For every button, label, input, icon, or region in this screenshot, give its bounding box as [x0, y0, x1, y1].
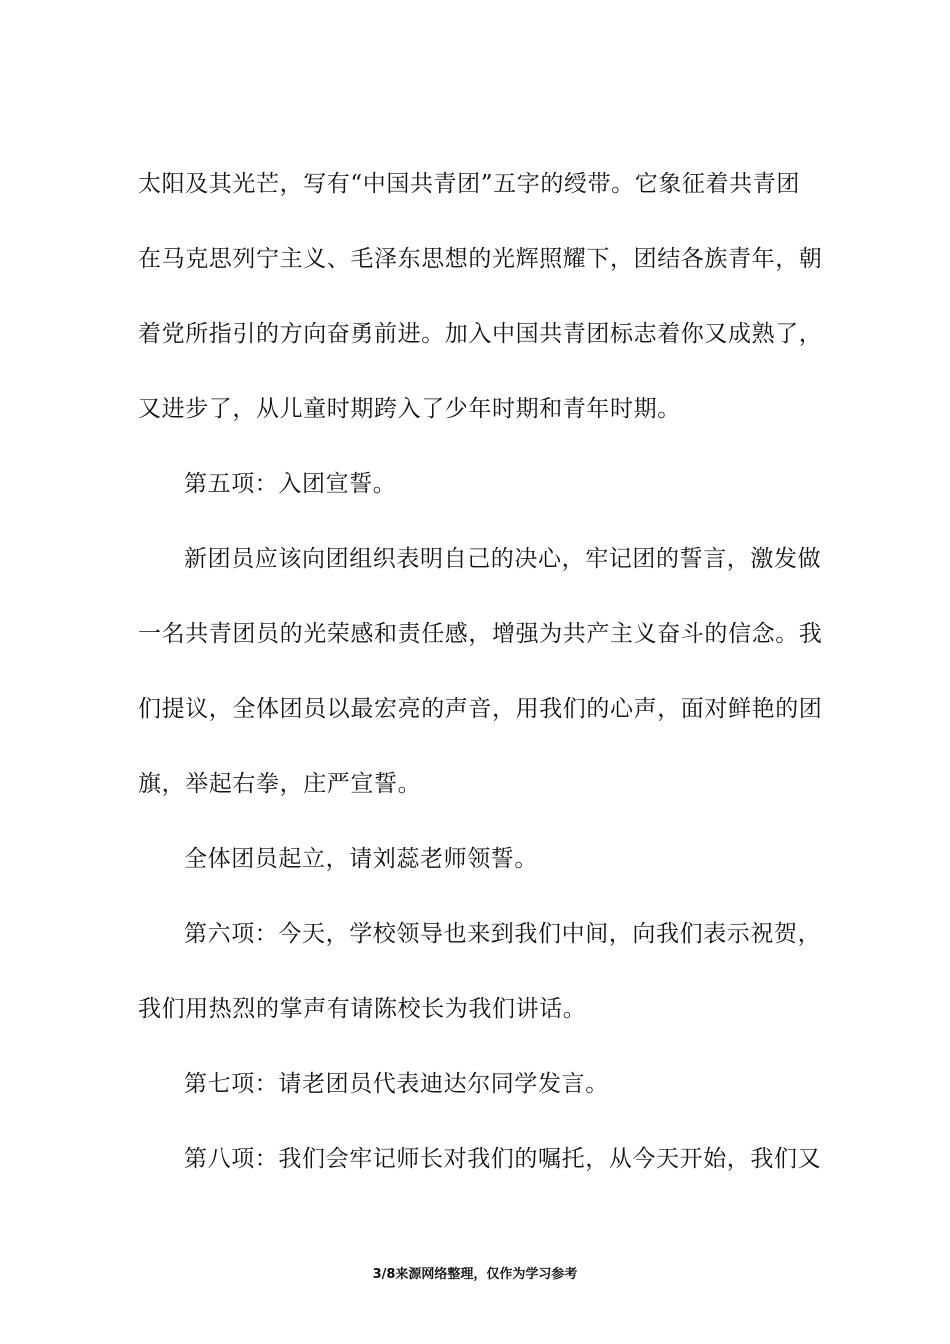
paragraph-line-2: 在马克思列宁主义、毛泽东思想的光辉照耀下，团结各族青年，朝 [138, 246, 823, 272]
paragraph-line-10: 全体团员起立，请刘蕊老师领誓。 [184, 846, 538, 872]
page-footer: 3/8来源网络整理，仅作为学习参考 [372, 1267, 578, 1282]
paragraph-line-14: 第八项：我们会牢记师长对我们的嘱托，从今天开始，我们又 [184, 1146, 822, 1172]
paragraph-line-5: 第五项：入团宣誓。 [184, 471, 397, 497]
paragraph-line-1: 太阳及其光芒，写有“中国共青团”五字的绶带。它象征着共青团 [138, 171, 800, 197]
paragraph-line-7: 一名共青团员的光荣感和责任感，增强为共产主义奋斗的信念。我 [138, 621, 823, 647]
paragraph-line-8: 们提议，全体团员以最宏亮的声音，用我们的心声，面对鲜艳的团 [138, 696, 823, 722]
paragraph-line-12: 我们用热烈的掌声有请陈校长为我们讲话。 [138, 996, 587, 1022]
paragraph-line-13: 第七项：请老团员代表迪达尔同学发言。 [184, 1071, 609, 1097]
paragraph-line-9: 旗，举起右拳，庄严宣誓。 [138, 771, 422, 797]
paragraph-line-11: 第六项：今天，学校领导也来到我们中间，向我们表示祝贺， [184, 921, 822, 947]
paragraph-line-3: 着党所指引的方向奋勇前进。加入中国共青团标志着你又成熟了， [138, 321, 823, 347]
paragraph-line-6: 新团员应该向团组织表明自己的决心，牢记团的誓言，激发做 [184, 546, 822, 572]
paragraph-line-4: 又进步了，从儿童时期跨入了少年时期和青年时期。 [138, 396, 681, 422]
